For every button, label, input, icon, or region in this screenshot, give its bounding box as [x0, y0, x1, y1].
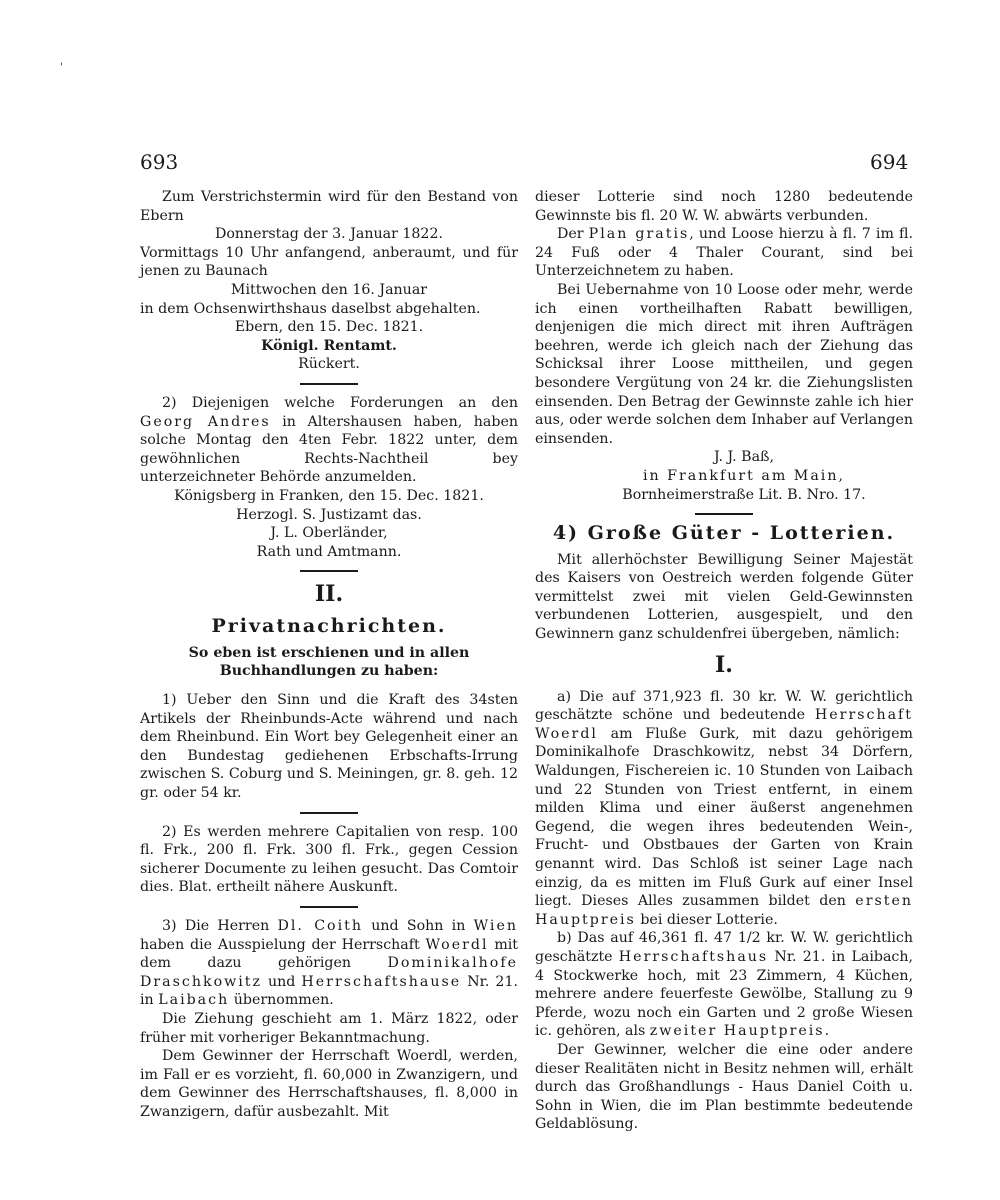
- ebern-signature: Rückert.: [298, 356, 360, 373]
- left-page-number: 693: [140, 150, 179, 174]
- plan-gratis: Der Plan gratis, und Loose hierzu à fl. 7 im fl. 24 Fuß oder 4 Thaler Courant, sind bei Unterzeichnetem zu haben.: [535, 226, 913, 280]
- divider: [300, 906, 358, 908]
- lottery-heading: 4) Große Güter - Lotterien.: [552, 522, 896, 545]
- divider: [300, 383, 358, 385]
- notice-2-signature-title: Rath und Amtmann.: [256, 543, 402, 560]
- ebern-place-date: Ebern, den 15. Dec. 1821.: [234, 319, 424, 336]
- prize-a: a) Die auf 371,923 fl. 30 kr. W. W. gerichtlich geschätzte schöne und bedeutende Herrschaft Woerdl am Fluße Gurk, mit dazu gehörigem Dominikalhofe Draschkowitz, nebst 34 Dörfern, Waldungen, Fischereien ic. 10 Stunden von Laibach und 22 Stunden von Triest entfernt, in einem milden Klima und einer äußerst angenehmen Gegend, die wegen ihres bedeutenden Wein-, Frucht- und Obstbaues der Garten von Krain genannt wird. Das Schloß ist seiner Lage nach einzig, da es mitten im Fluß Gurk auf einer Insel liegt. Dieses Alles zusammen bildet den ersten Hauptpreis bei dieser Lotterie.: [535, 688, 913, 928]
- ebern-line-1: Zum Verstrichstermin wird für den Bestand von Ebern: [140, 189, 518, 224]
- ebern-line-3: Vormittags 10 Uhr anfangend, anberaumt, und für jenen zu Baunach: [140, 244, 518, 280]
- book-announcement: So eben ist erschienen und in allen Buchhandlungen zu haben:: [188, 644, 470, 680]
- right-page-number: 694: [870, 150, 909, 174]
- prize-b: b) Das auf 46,361 fl. 47 1/2 kr. W. W. gerichtlich geschätzte Herrschaftshaus Nr. 21. in Laibach, 4 Stockwerke hoch, mit 23 Zimmern, 4 Küchen, mehrere andere feuerfeste Gewölbe, Stallung zu 9 Pferde, wozu noch ein Garten und 2 große Wiesen ic. gehören, als zweiter Hauptpreis.: [535, 930, 913, 1040]
- signature-name: J. J. Baß,: [713, 449, 775, 466]
- stray-mark: ': [60, 62, 63, 73]
- ebern-date-1: Donnerstag der 3. Januar 1822.: [214, 226, 443, 243]
- ebern-line-5: in dem Ochsenwirthshaus daselbst abgehalten.: [140, 300, 481, 317]
- prize-redemption: Der Gewinner, welcher die eine oder andere dieser Realitäten nicht in Besitz nehmen will, erhält durch das Großhandlungs - Haus Daniel Coith u. Sohn in Wien, die im Plan bestimmte bedeutende Geldablösung.: [535, 1041, 913, 1133]
- lottery-continued: dieser Lotterie sind noch 1280 bedeutende Gewinnste bis fl. 20 W. W. abwärts verbunden.: [535, 189, 913, 224]
- divider: [695, 513, 753, 515]
- ebern-authority: Königl. Rentamt.: [261, 337, 397, 354]
- left-column: [140, 188, 518, 1122]
- notice-2: 2) Diejenigen welche Forderungen an den Georg Andres in Altershausen haben, haben solche Montag den 4ten Febr. 1822 unter, dem gewöhnlichen Rechts-Nachtheil bey unterzeichneter Behörde anzumelden.: [140, 394, 519, 486]
- lottery-number: I.: [715, 651, 733, 678]
- divider: [300, 812, 358, 814]
- notice-2-place-date: Königsberg in Franken, den 15. Dec. 1821.: [174, 487, 484, 504]
- item-2: 2) Es werden mehrere Capitalien von resp. 100 fl. Frk., 200 fl. Frk. 300 fl. Frk., gegen Cession sicherer Documente zu leihen gesucht. Das Comtoir dies. Blat. ertheilt nähere Auskunft.: [140, 823, 518, 896]
- notice-2-signature-name: J. L. Oberländer,: [270, 525, 388, 542]
- section-title: Privatnachrichten.: [211, 615, 447, 638]
- notice-2-authority: Herzogl. S. Justizamt das.: [236, 506, 422, 523]
- item-3: 3) Die Herren Dl. Coith und Sohn in Wien haben die Ausspielung der Herrschaft Woerdl mit dem dazu gehörigen Dominikalhofe Draschkowitz und Herrschaftshause Nr. 21. in Laibach übernommen.: [140, 918, 519, 1009]
- item-3-drawing: Die Ziehung geschieht am 1. März 1822, oder früher mit vorheriger Bekanntmachung.: [140, 1010, 518, 1046]
- signature-address: Bornheimerstraße Lit. B. Nro. 17.: [622, 486, 866, 503]
- signature-city: in Frankfurt am Main,: [643, 467, 845, 484]
- section-number: II.: [314, 581, 344, 608]
- item-1: 1) Ueber den Sinn und die Kraft des 34sten Artikels der Rheinbunds-Acte während und nach dem Rheinbund. Ein Wort bey Gelegenheit einer an den Bundestag gediehenen Erbschafts-Irrung zwischen S. Coburg und S. Meiningen, gr. 8. geh. 12 gr. oder 54 kr.: [140, 692, 518, 802]
- ebern-date-2: Mittwochen den 16. Januar: [230, 281, 428, 298]
- person-name: Georg Andres: [140, 413, 271, 430]
- lottery-intro: Mit allerhöchster Bewilligung Seiner Majestät des Kaisers von Oestreich werden folgende Güter vermittelst zwei mit vielen Geld-Gewinnsten verbundenen Lotterien, ausgespielt, und den Gewinnern ganz schuldenfrei übergeben, nämlich:: [535, 551, 913, 643]
- right-column: [535, 188, 913, 1134]
- discount-paragraph: Bei Uebernahme von 10 Loose oder mehr, werde ich einen vortheilhaften Rabatt bewilligen, denjenigen die mich direct mit ihren Aufträgen beehren, werde ich gleich nach der Ziehung das Schicksal ihrer Loose mittheilen, und gegen besondere Vergütung von 24 kr. die Ziehungslisten einsenden. Den Betrag der Gewinnste zahle ich hier aus, oder werde solchen dem Inhaber auf Verlangen einsenden.: [535, 281, 913, 447]
- divider: [300, 570, 358, 572]
- item-3-payout: Dem Gewinner der Herrschaft Woerdl, werden, im Fall er es vorzieht, fl. 60,000 in Zwanzigern, und dem Gewinner des Herrschaftshauses, fl. 8,000 in Zwanzigern, dafür ausbezahlt. Mit: [140, 1048, 518, 1120]
